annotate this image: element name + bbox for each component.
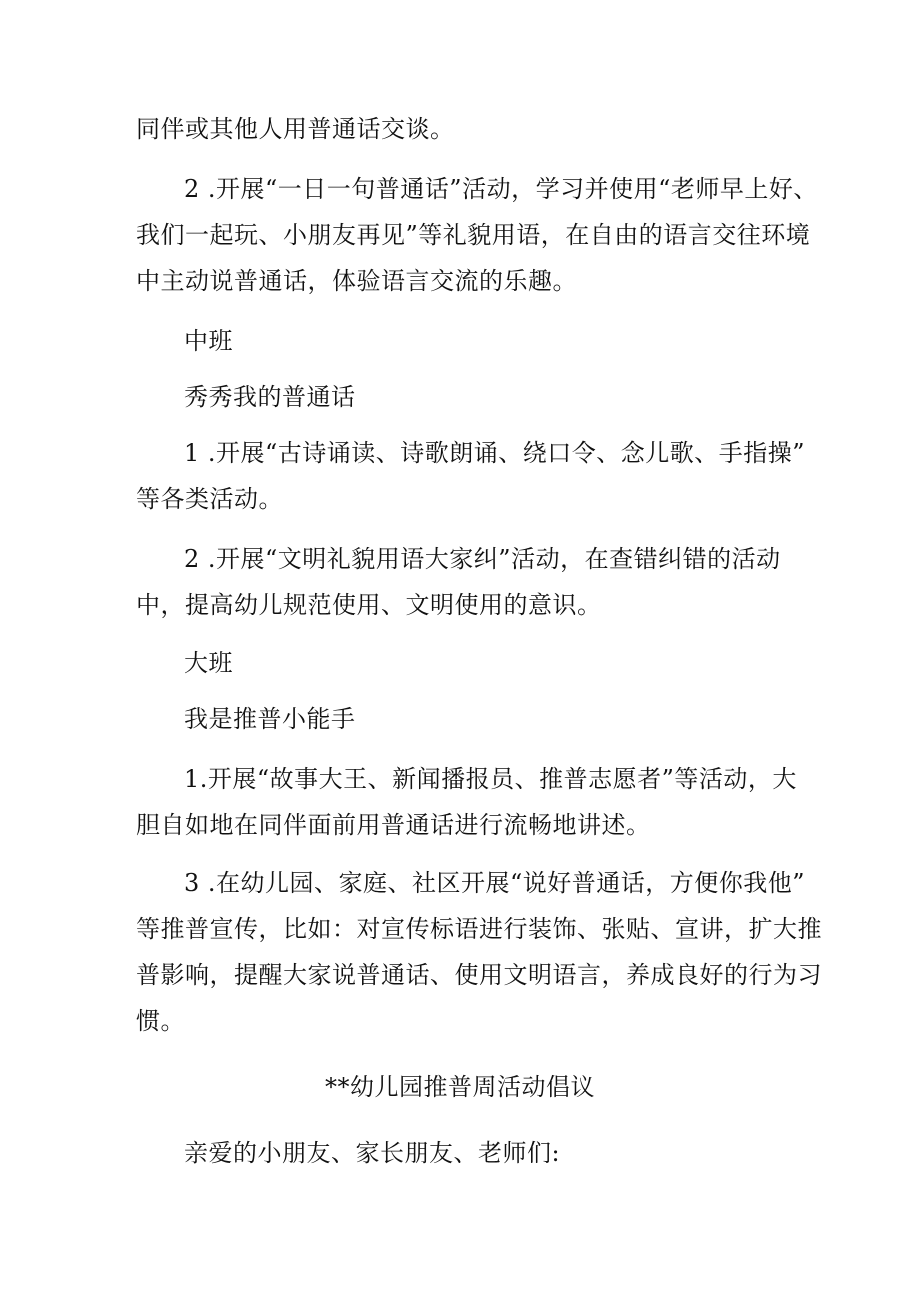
text-line: 中，提高幼儿规范使用、文明使用的意识。 bbox=[136, 591, 602, 619]
text-line: 我们一起玩、小朋友再见”等礼貌用语，在自由的语言交往环境 bbox=[136, 221, 811, 249]
text-line: 1.开展“故事大王、新闻播报员、推普志愿者”等活动，大 bbox=[184, 765, 797, 793]
paragraph-large-class-item-3 bbox=[136, 860, 822, 1044]
text-line: 1 .开展“古诗诵读、诗歌朗诵、绕口令、念儿歌、手指操” bbox=[184, 439, 806, 467]
text-line: 等各类活动。 bbox=[136, 485, 283, 513]
text-line: 同伴或其他人用普通话交谈。 bbox=[136, 115, 455, 143]
paragraph-large-class-item-1 bbox=[136, 756, 797, 848]
text-line: 胆自如地在同伴面前用普通话进行流畅地讲述。 bbox=[136, 811, 651, 839]
text-line: 普影响，提醒大家说普通话、使用文明语言，养成良好的行为习 bbox=[136, 961, 822, 989]
paragraph-continuation bbox=[136, 106, 786, 152]
section-title: **幼儿园推普周活动倡议 bbox=[325, 1073, 595, 1101]
paragraph-small-class-item-2 bbox=[136, 166, 818, 304]
heading-large-class: 大班 bbox=[184, 649, 233, 677]
text-line: 3 .在幼儿园、家庭、社区开展“说好普通话，方便你我他” bbox=[184, 869, 806, 897]
text-line: 中主动说普通话，体验语言交流的乐趣。 bbox=[136, 267, 577, 295]
text-line: 2 .开展“一日一句普通话”活动，学习并使用“老师早上好、 bbox=[184, 175, 818, 203]
paragraph-middle-class-item-2 bbox=[136, 536, 786, 628]
text-line: 惯。 bbox=[136, 1007, 185, 1035]
salutation: 亲爱的小朋友、家长朋友、老师们: bbox=[184, 1139, 561, 1167]
text-line: 等推普宣传，比如：对宣传标语进行装饰、张贴、宣讲，扩大推 bbox=[136, 915, 822, 943]
subheading-large-class: 我是推普小能手 bbox=[184, 705, 356, 733]
heading-middle-class: 中班 bbox=[184, 327, 233, 355]
text-line: 2 .开展“文明礼貌用语大家纠”活动，在查错纠错的活动 bbox=[184, 545, 781, 573]
subheading-middle-class: 秀秀我的普通话 bbox=[184, 383, 356, 411]
paragraph-middle-class-item-1 bbox=[136, 430, 806, 522]
